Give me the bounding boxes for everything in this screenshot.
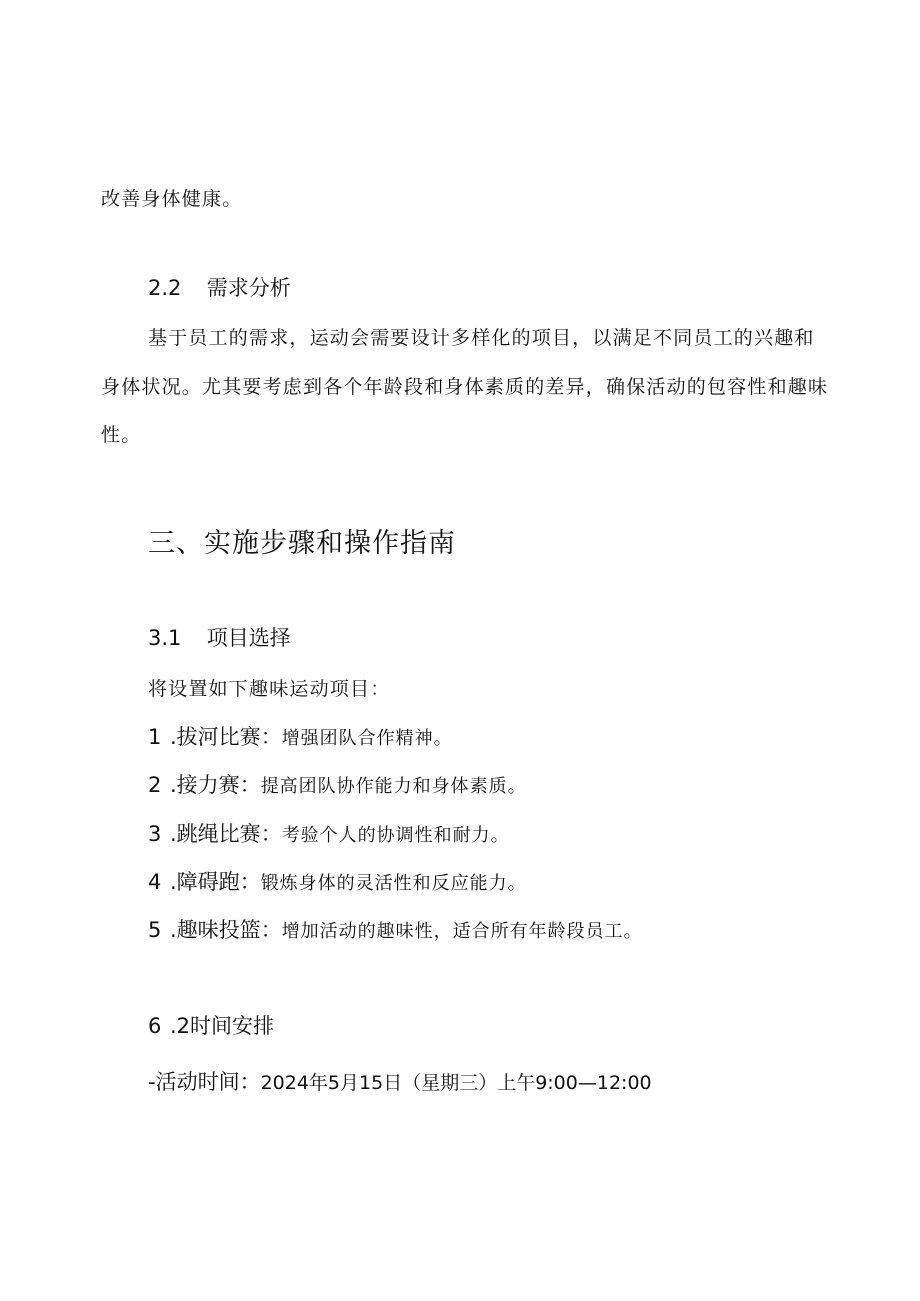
list-item: 3 .跳绳比赛：考验个人的协调性和耐力。 [148, 822, 510, 846]
list-item: 1 .拔河比赛：增强团队合作精神。 [148, 725, 453, 749]
list-item-name: .跳绳比赛 [170, 822, 261, 846]
activity-time-line [148, 1066, 652, 1096]
intro-tail-text: 改善身体健康。 [101, 188, 243, 210]
list-item-number: 5 [148, 918, 162, 942]
list-item-number: 1 [148, 725, 162, 749]
demand-paragraph-line-1: 基于员工的需求，运动会需要设计多样化的项目，以满足不同员工的兴趣和 [148, 327, 815, 349]
list-item-number: 2 [148, 773, 162, 797]
heading-time-schedule [148, 1010, 274, 1040]
list-item-desc: 提高团队协作能力和身体素质。 [260, 776, 527, 797]
activity-time-label: -活动时间： [148, 1070, 261, 1094]
activity-time-value: 2024年5月15日（星期三）上午9:00—12:00 [260, 1072, 652, 1094]
list-item: 4 .障碍跑：锻炼身体的灵活性和反应能力。 [148, 870, 527, 894]
list-item-number: 3 [148, 822, 162, 846]
heading-2-2 [148, 272, 291, 302]
heading-time-title: .2时间安排 [170, 1014, 275, 1038]
list-item-number: 4 [148, 870, 162, 894]
heading-2-2-title: 需求分析 [206, 276, 291, 300]
list-item-desc: 考验个人的协调性和耐力。 [281, 825, 510, 846]
project-intro-text: 将设置如下趣味运动项目： [148, 678, 391, 700]
list-item-desc: 锻炼身体的灵活性和反应能力。 [260, 873, 527, 894]
demand-paragraph-line-3: 性。 [101, 424, 142, 446]
heading-3-1 [148, 622, 291, 652]
heading-time-number: 6 [148, 1014, 162, 1038]
list-item-desc: 增加活动的趣味性，适合所有年龄段员工。 [281, 921, 643, 942]
list-item: 2 .接力赛：提高团队协作能力和身体素质。 [148, 773, 527, 797]
list-item-desc: 增强团队合作精神。 [281, 728, 453, 749]
heading-2-2-number: 2.2 [148, 276, 182, 300]
heading-3-1-number: 3.1 [148, 626, 182, 650]
heading-3-1-title: 项目选择 [206, 626, 291, 650]
section-3-title: 三、实施步骤和操作指南 [148, 528, 456, 559]
list-item: 5 .趣味投篮：增加活动的趣味性，适合所有年龄段员工。 [148, 918, 643, 942]
list-item-name: .趣味投篮 [170, 918, 261, 942]
list-item-name: .拔河比赛 [170, 725, 261, 749]
demand-paragraph-line-2: 身体状况。尤其要考虑到各个年龄段和身体素质的差异，确保活动的包容性和趣味 [101, 376, 829, 398]
list-item-name: .障碍跑 [170, 870, 240, 894]
list-item-name: .接力赛 [170, 773, 240, 797]
